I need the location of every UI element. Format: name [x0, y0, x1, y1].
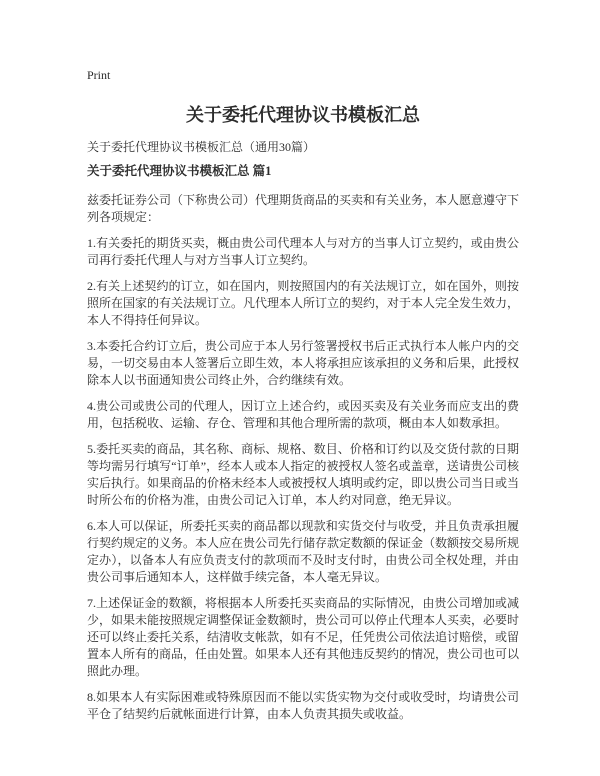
- document-body: [87, 192, 519, 723]
- paragraph-clause-1: 1.有关委托的期货买卖，概由贵公司代理本人与对方的当事人订立契约，或由贵公司再行委托代理人与对方当事人订立契约。: [87, 236, 519, 267]
- document-subtitle: 关于委托代理协议书模板汇总（通用30篇）: [87, 140, 316, 154]
- page-title: 关于委托代理协议书模板汇总: [186, 105, 420, 125]
- print-link[interactable]: Print: [87, 68, 111, 82]
- paragraph-clause-3: 3.本委托合约订立后，贵公司应于本人另行签署授权书后正式执行本人帐户内的交易，一切交易由本人签署后立即生效，本人将承担应该承担的义务和后果，此授权除本人以书面通知贵公司终止外，合约继续有效。: [87, 339, 520, 387]
- paragraph-clause-7: 7.上述保证金的数额，将根据本人所委托买卖商品的实际情况，由贵公司增加或减少，如果未能按照规定调整保证金数额时，贵公司可以停止代理本人买卖，必要时还可以终止委托关系，结清收支帐款，如有不足，任凭贵公司依法追讨赔偿，或留置本人所有的商品，任由处置。如果本人还有其他违反契约的情况，贵公司也可以照此办理。: [87, 596, 520, 678]
- section-heading: 关于委托代理协议书模板汇总 篇1: [87, 164, 272, 178]
- paragraph-clause-5: 5.委托买卖的商品，其名称、商标、规格、数目、价格和订约以及交货付款的日期等均需另行填写“订单”，经本人或本人指定的被授权人签名或盖章，送请贵公司核实后执行。如果商品的价格未经本人或被授权人填明或约定，即以贵公司当日或当时所公布的价格为准，由贵公司记入订单，本人约对同意，绝无异议。: [87, 442, 520, 507]
- paragraph-clause-8: 8.如果本人有实际困难或特殊原因而不能以实货实物为交付或收受时，均请贵公司平仓了结契约后就帐面进行计算，由本人负责其损失或收益。: [87, 690, 519, 721]
- paragraph-intro: 兹委托证券公司（下称贵公司）代理期货商品的买卖和有关业务，本人愿意遵守下列各项规定：: [87, 193, 520, 224]
- paragraph-clause-4: 4.贵公司或贵公司的代理人，因订立上述合约，或因买卖及有关业务而应支出的费用，包括税收、运输、存仓、管理和其他合理所需的款项，概由本人如数承担。: [87, 399, 519, 430]
- paragraph-clause-6: 6.本人可以保证，所委托买卖的商品都以现款和实货交付与收受，并且负责承担履行契约规定的义务。本人应在贵公司先行储存款定数额的保证金（数额按交易所规定办），以备本人有应负责支付的款项而不及时支付时，由贵公司全权处理，并由贵公司事后通知本人，这样做手续完备，本人毫无异议。: [87, 519, 520, 584]
- paragraph-clause-2: 2.有关上述契约的订立，如在国内，则按照国内的有关法规订立，如在国外，则按照所在国家的有关法规订立。凡代理本人所订立的契约，对于本人完全发生效力，本人不得持任何异议。: [87, 279, 520, 327]
